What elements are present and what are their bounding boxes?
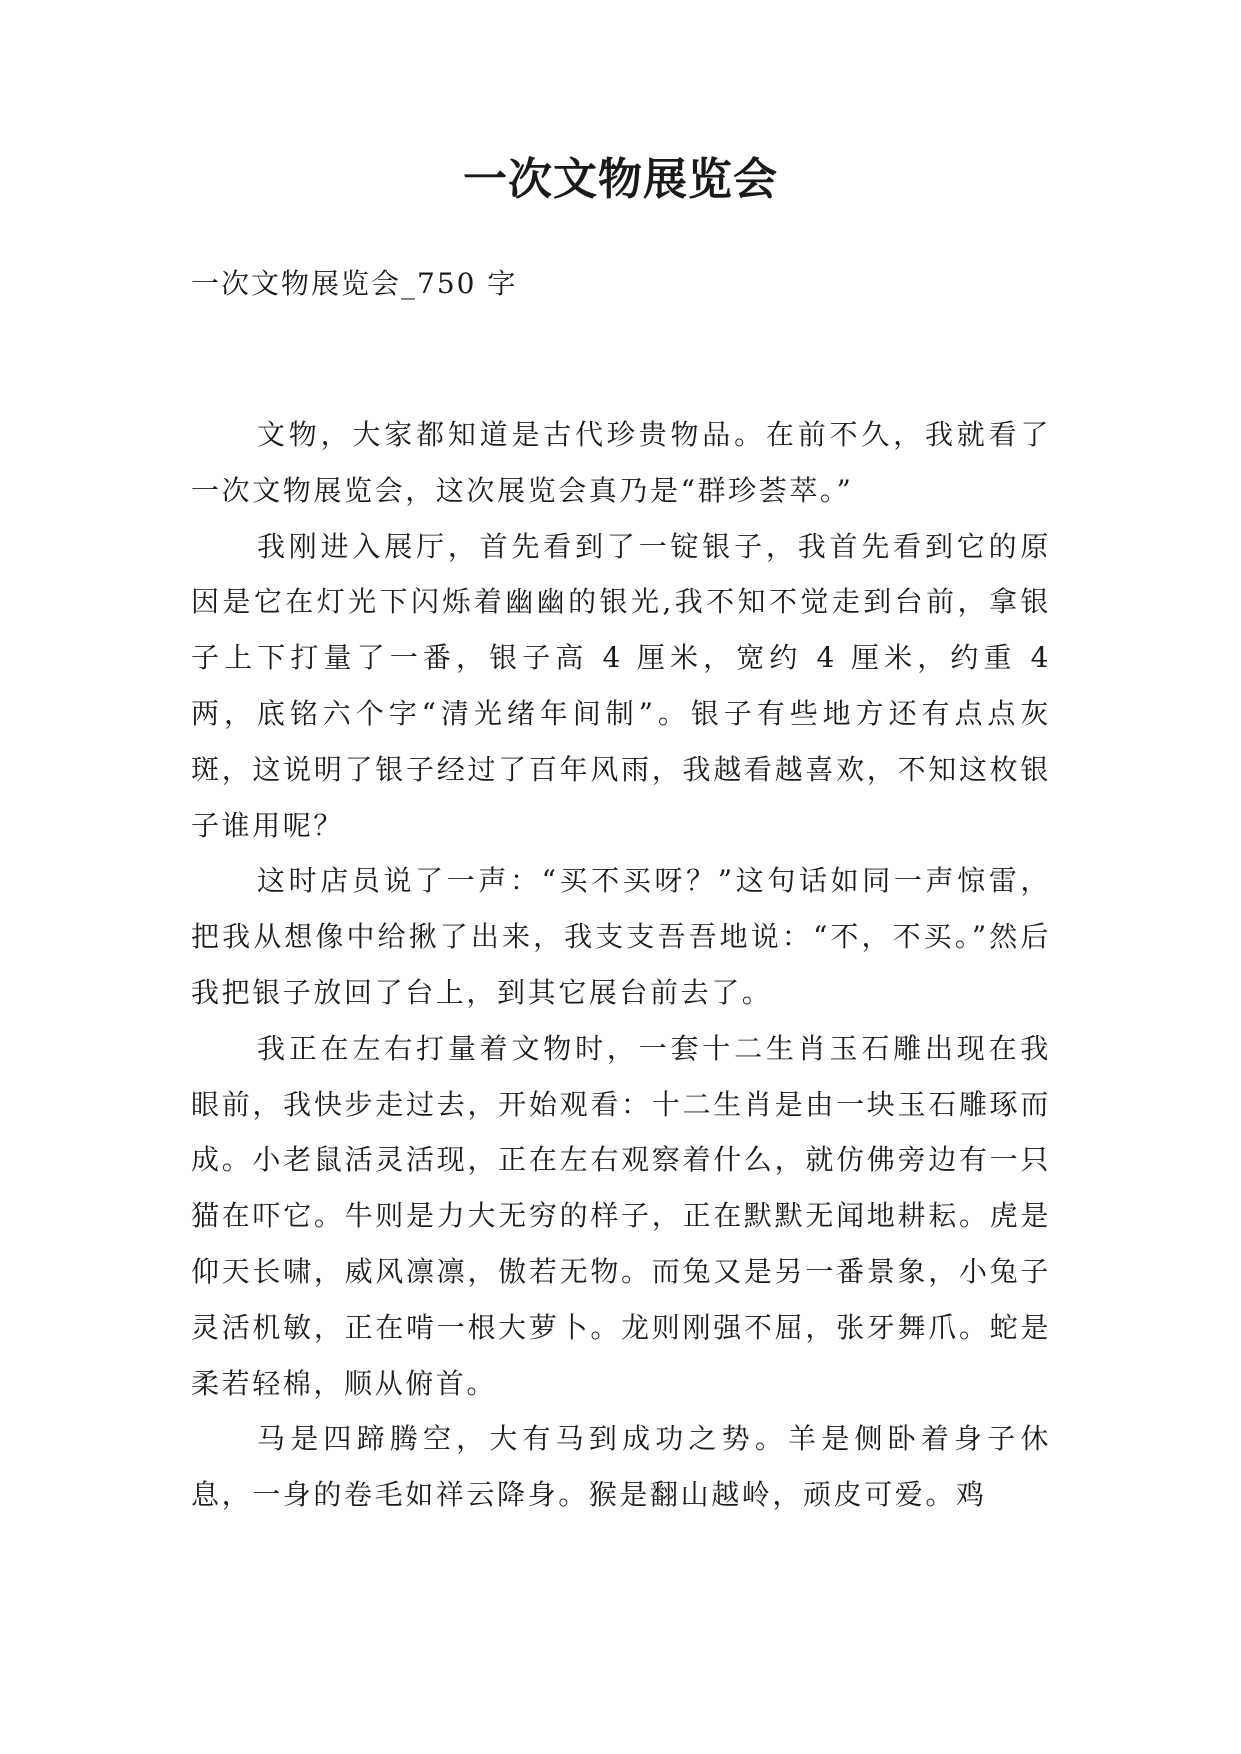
document-body	[191, 407, 1051, 1523]
document-title: 一次文物展览会	[463, 154, 778, 205]
paragraph-zodiac-jade: 我正在左右打量着文物时，一套十二生肖玉石雕出现在我眼前，我快步走过去，开始观看：十二生肖是由一块玉石雕琢而成。小老鼠活灵活现，正在左右观察着什么，就仿佛旁边有一只猫在吓它。牛则是力大无穷的样子，正在默默无闻地耕耘。虎是仰天长啸，威风凛凛，傲若无物。而兔又是另一番景象，小兔子灵活机敏，正在啃一根大萝卜。龙则刚强不屈，张牙舞爪。蛇是柔若轻棉，顺从俯首。	[191, 1031, 1051, 1400]
paragraph-intro: 文物，大家都知道是古代珍贵物品。在前不久，我就看了一次文物展览会，这次展览会真乃是“群珍荟萃。”	[191, 418, 1051, 507]
document-subtitle: 一次文物展览会_750 字	[191, 267, 518, 300]
paragraph-silver-ingot: 我刚进入展厅，首先看到了一锭银子，我首先看到它的原因是它在灯光下闪烁着幽幽的银光,我不知不觉走到台前，拿银子上下打量了一番，银子高 4 厘米，宽约 4 厘米，约重 4 两，底铭六个字“清光绪年间制”。银子有些地方还有点点灰斑，这说明了银子经过了百年风雨，我越看越喜欢，不知这枚银子谁用呢？	[191, 529, 1051, 842]
paragraph-zodiac-continued: 马是四蹄腾空，大有马到成功之势。羊是侧卧着身子休息，一身的卷毛如祥云降身。猴是翻山越岭，顽皮可爱。鸡	[191, 1422, 1051, 1512]
paragraph-clerk: 这时店员说了一声：“买不买呀？”这句话如同一声惊雷，把我从想像中给揪了出来，我支支吾吾地说：“不，不买。”然后我把银子放回了台上，到其它展台前去了。	[191, 864, 1051, 1009]
